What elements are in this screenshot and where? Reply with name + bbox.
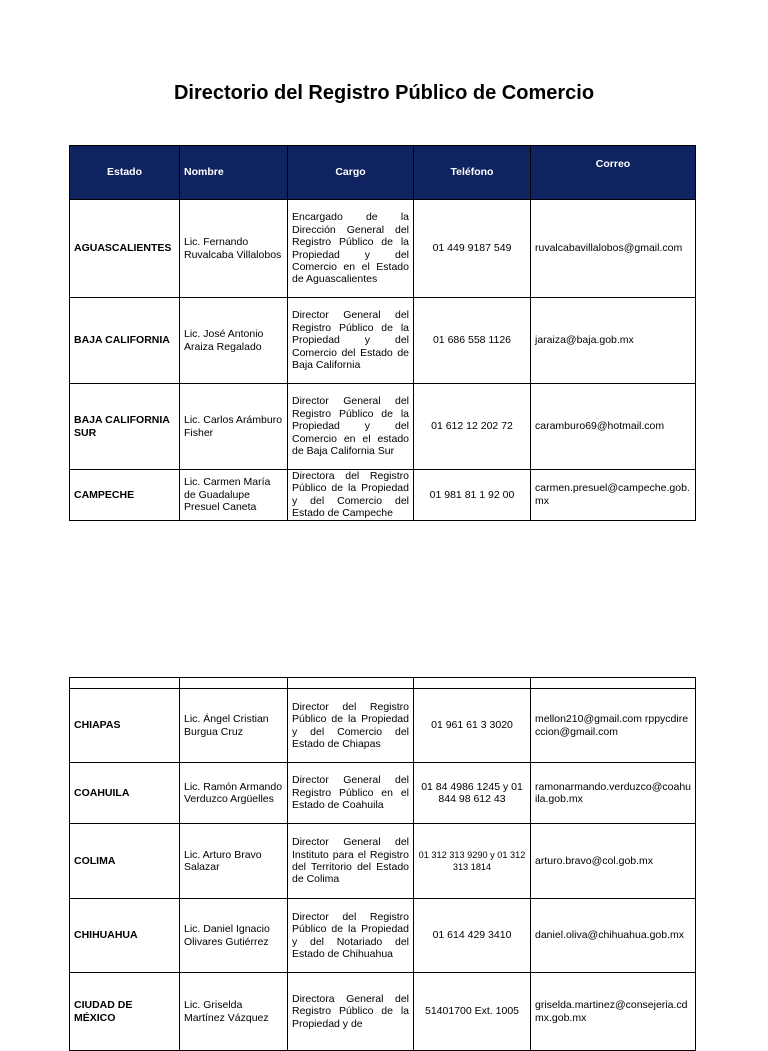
table-row	[70, 899, 696, 973]
cell-nombre: Lic. Ángel Cristian Burgua Cruz	[180, 689, 288, 763]
cell-telefono: 01 449 9187 549	[414, 200, 531, 298]
cell-estado: BAJA CALIFORNIA	[70, 298, 180, 384]
cell-cargo: Director General del Registro Público en el Estado de Coahuila	[288, 763, 414, 824]
cell-nombre: Lic. Fernando Ruvalcaba Villalobos	[180, 200, 288, 298]
blank-cell	[288, 678, 414, 689]
header-estado: Estado	[70, 146, 180, 200]
blank-cell	[414, 678, 531, 689]
cell-correo: griselda.martinez@consejeria.cdmx.gob.mx	[531, 973, 696, 1051]
cell-estado: BAJA CALIFORNIA SUR	[70, 384, 180, 470]
cell-estado: AGUASCALIENTES	[70, 200, 180, 298]
cell-nombre: Lic. Ramón Armando Verduzco Argüelles	[180, 763, 288, 824]
cell-correo: arturo.bravo@col.gob.mx	[531, 824, 696, 899]
cell-correo: jaraiza@baja.gob.mx	[531, 298, 696, 384]
cell-cargo: Director General del Instituto para el Registro del Territorio del Estado de Colima	[288, 824, 414, 899]
page-title: Directorio del Registro Público de Comercio	[173, 82, 595, 104]
cell-telefono: 01 312 313 9290 y 01 312 313 1814	[414, 824, 531, 899]
header-telefono: Teléfono	[414, 146, 531, 200]
cell-cargo: Directora General del Registro Público de la Propiedad y de	[288, 973, 414, 1051]
cell-cargo: Directora del Registro Público de la Propiedad y del Comercio del Estado de Campeche	[288, 470, 414, 521]
table-row	[70, 824, 696, 899]
table-row	[70, 973, 696, 1051]
blank-header-row	[70, 678, 696, 689]
cell-telefono: 51401700 Ext. 1005	[414, 973, 531, 1051]
header-cargo: Cargo	[288, 146, 414, 200]
header-correo: Correo	[531, 146, 696, 200]
cell-cargo: Director del Registro Público de la Propiedad y del Notariado del Estado de Chihuahua	[288, 899, 414, 973]
cell-cargo: Director General del Registro Público de la Propiedad y del Comercio del Estado de Baja California	[288, 298, 414, 384]
cell-nombre: Lic. Griselda Martínez Vázquez	[180, 973, 288, 1051]
cell-nombre: Lic. Carmen María de Guadalupe Presuel Caneta	[180, 470, 288, 521]
cell-telefono: 01 961 61 3 3020	[414, 689, 531, 763]
cell-nombre: Lic. José Antonio Araiza Regalado	[180, 298, 288, 384]
cell-telefono: 01 614 429 3410	[414, 899, 531, 973]
cell-correo: daniel.oliva@chihuahua.gob.mx	[531, 899, 696, 973]
cell-correo: ruvalcabavillalobos@gmail.com	[531, 200, 696, 298]
table-row	[70, 689, 696, 763]
cell-nombre: Lic. Daniel Ignacio Olivares Gutiérrez	[180, 899, 288, 973]
table-row	[70, 384, 696, 470]
cell-cargo: Encargado de la Dirección General del Registro Público de la Propiedad y del Comercio en el Estado de Aguascalientes	[288, 200, 414, 298]
cell-correo: caramburo69@hotmail.com	[531, 384, 696, 470]
cell-estado: COAHUILA	[70, 763, 180, 824]
table-header	[70, 146, 696, 200]
cell-correo: carmen.presuel@campeche.gob.mx	[531, 470, 696, 521]
cell-cargo: Director del Registro Público de la Propiedad y del Comercio del Estado de Chiapas	[288, 689, 414, 763]
cell-cargo: Director General del Registro Público de la Propiedad y del Comercio en el estado de Baja California Sur	[288, 384, 414, 470]
cell-telefono: 01 981 81 1 92 00	[414, 470, 531, 521]
header-nombre: Nombre	[180, 146, 288, 200]
table-row	[70, 200, 696, 298]
cell-correo: ramonarmando.verduzco@coahuila.gob.mx	[531, 763, 696, 824]
blank-cell	[70, 678, 180, 689]
cell-nombre: Lic. Arturo Bravo Salazar	[180, 824, 288, 899]
cell-telefono: 01 84 4986 1245 y 01 844 98 612 43	[414, 763, 531, 824]
cell-estado: COLIMA	[70, 824, 180, 899]
cell-estado: CHIAPAS	[70, 689, 180, 763]
table-row	[70, 763, 696, 824]
blank-cell	[180, 678, 288, 689]
cell-estado: CHIHUAHUA	[70, 899, 180, 973]
blank-cell	[531, 678, 696, 689]
header-row	[70, 146, 696, 200]
cell-telefono: 01 686 558 1126	[414, 298, 531, 384]
cell-telefono: 01 612 12 202 72	[414, 384, 531, 470]
table-row	[70, 470, 696, 521]
cell-nombre: Lic. Carlos Arámburo Fisher	[180, 384, 288, 470]
cell-estado: CAMPECHE	[70, 470, 180, 521]
table-row	[70, 298, 696, 384]
directory-table-page-2	[69, 677, 696, 1051]
cell-estado: CIUDAD DE MÉXICO	[70, 973, 180, 1051]
directory-table-page-1	[69, 145, 696, 521]
cell-correo: mellon210@gmail.com rppycdireccion@gmail.com	[531, 689, 696, 763]
